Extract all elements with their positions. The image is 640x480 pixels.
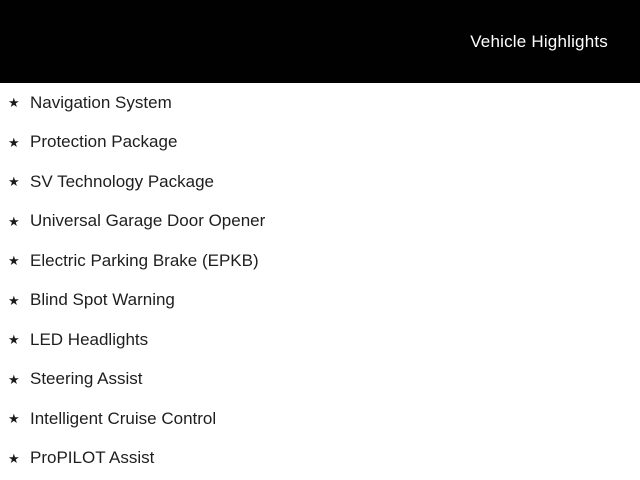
list-item (0, 439, 640, 479)
feature-label: Navigation System (30, 92, 172, 112)
feature-label: Protection Package (30, 132, 178, 152)
star-icon: ★ (8, 332, 20, 348)
star-icon: ★ (8, 134, 20, 150)
feature-label: ProPILOT Assist (30, 448, 155, 468)
header-bar (0, 0, 640, 83)
star-icon: ★ (8, 253, 20, 269)
list-item (0, 83, 640, 123)
feature-label: Universal Garage Door Opener (30, 211, 266, 231)
star-icon: ★ (8, 292, 20, 308)
feature-label: Blind Spot Warning (30, 290, 175, 310)
feature-list (0, 83, 640, 480)
list-item (0, 360, 640, 400)
feature-label: LED Headlights (30, 329, 149, 349)
list-item (0, 399, 640, 439)
star-icon: ★ (8, 95, 20, 111)
list-item (0, 241, 640, 281)
star-icon: ★ (8, 450, 20, 466)
star-icon: ★ (8, 213, 20, 229)
list-item (0, 123, 640, 163)
star-icon: ★ (8, 371, 20, 387)
star-icon: ★ (8, 411, 20, 427)
star-icon: ★ (8, 174, 20, 190)
list-item (0, 202, 640, 242)
feature-label: Steering Assist (30, 369, 143, 389)
page-title: Vehicle Highlights (470, 31, 608, 51)
list-item (0, 162, 640, 202)
list-item (0, 281, 640, 321)
feature-label: Electric Parking Brake (EPKB) (30, 250, 259, 270)
feature-label: Intelligent Cruise Control (30, 408, 217, 428)
feature-label: SV Technology Package (30, 171, 214, 191)
list-item (0, 320, 640, 360)
